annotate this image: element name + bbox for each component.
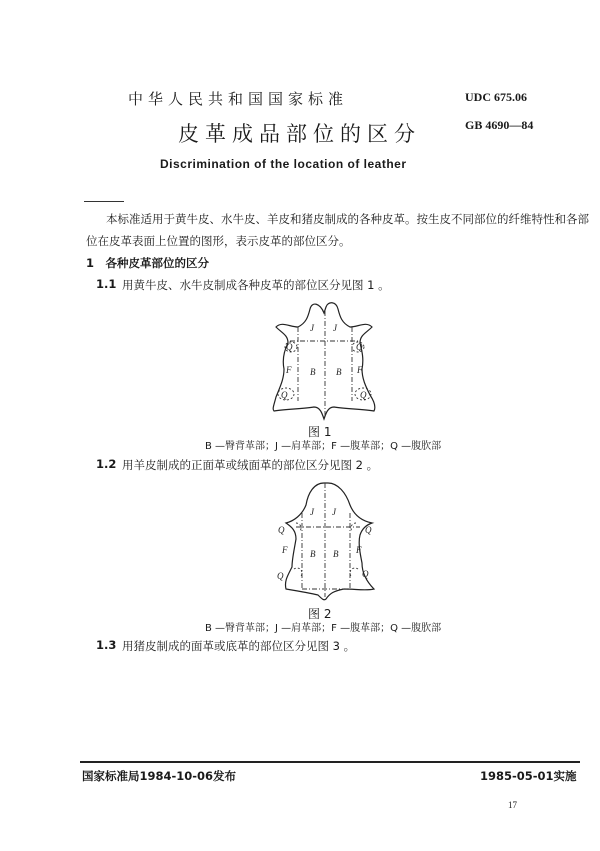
label-f: F xyxy=(282,545,288,555)
section-1-3-text: 用猪皮制成的面革或底革的部位区分见图 3 。 xyxy=(122,639,356,653)
intro-paragraph-line1: 本标准适用于黄牛皮、水牛皮、羊皮和猪皮制成的各种皮革。按生皮不同部位的纤维特性和各部 xyxy=(106,212,589,226)
label-f: F xyxy=(357,365,363,375)
gb-code: GB 4690—84 xyxy=(465,118,534,132)
figure-1-legend: B —臀背革部；J —肩革部；F —腹革部；Q —腹肷部 xyxy=(205,441,442,452)
label-j: J xyxy=(310,507,314,517)
label-j: J xyxy=(310,323,314,333)
label-b: B xyxy=(333,549,339,559)
label-j: J xyxy=(332,507,336,517)
label-q: Q xyxy=(356,342,363,352)
country-standard-heading: 中华人民共和国国家标准 xyxy=(128,90,349,108)
section-1-1-number: 1.1 xyxy=(96,277,117,291)
label-q: Q xyxy=(281,390,288,400)
label-q: Q xyxy=(360,390,367,400)
label-f: F xyxy=(286,365,292,375)
label-b: B xyxy=(310,549,316,559)
figure-2-legend: B —臀背革部；J —肩革部；F —腹革部；Q —腹肷部 xyxy=(205,623,442,634)
document-title: 皮革成品部位的区分 xyxy=(178,122,421,146)
figure-1-cattle-hide xyxy=(262,293,390,421)
footer-rule xyxy=(80,761,580,763)
udc-code: UDC 675.06 xyxy=(465,90,527,104)
intro-paragraph-line2: 位在皮革表面上位置的图形，表示皮革的部位区分。 xyxy=(86,234,351,248)
label-q: Q xyxy=(278,525,285,535)
figure-2-sheep-hide xyxy=(262,477,390,605)
document-title-english: Discrimination of the location of leather xyxy=(160,157,407,171)
label-q: Q xyxy=(365,525,372,535)
figure-1-caption: 图 1 xyxy=(308,425,332,439)
label-q: Q xyxy=(286,342,293,352)
divider xyxy=(84,201,124,202)
section-1-2-number: 1.2 xyxy=(96,457,117,471)
issued-date: 国家标准局1984-10-06发布 xyxy=(82,769,237,783)
section-1-3-number: 1.3 xyxy=(96,638,117,652)
label-b: B xyxy=(310,367,316,377)
label-q: Q xyxy=(362,569,369,579)
label-q: Q xyxy=(277,571,284,581)
page-number: 17 xyxy=(508,800,517,810)
label-f: F xyxy=(356,545,362,555)
label-j: J xyxy=(333,323,337,333)
label-b: B xyxy=(336,367,342,377)
effective-date: 1985-05-01实施 xyxy=(480,769,577,783)
section-1-2-text: 用羊皮制成的正面革或绒面革的部位区分见图 2 。 xyxy=(122,458,379,472)
section-1-1-text: 用黄牛皮、水牛皮制成各种皮革的部位区分见图 1 。 xyxy=(122,278,390,292)
figure-2-caption: 图 2 xyxy=(308,607,332,621)
section-1-heading: 1 各种皮革部位的区分 xyxy=(86,256,210,270)
